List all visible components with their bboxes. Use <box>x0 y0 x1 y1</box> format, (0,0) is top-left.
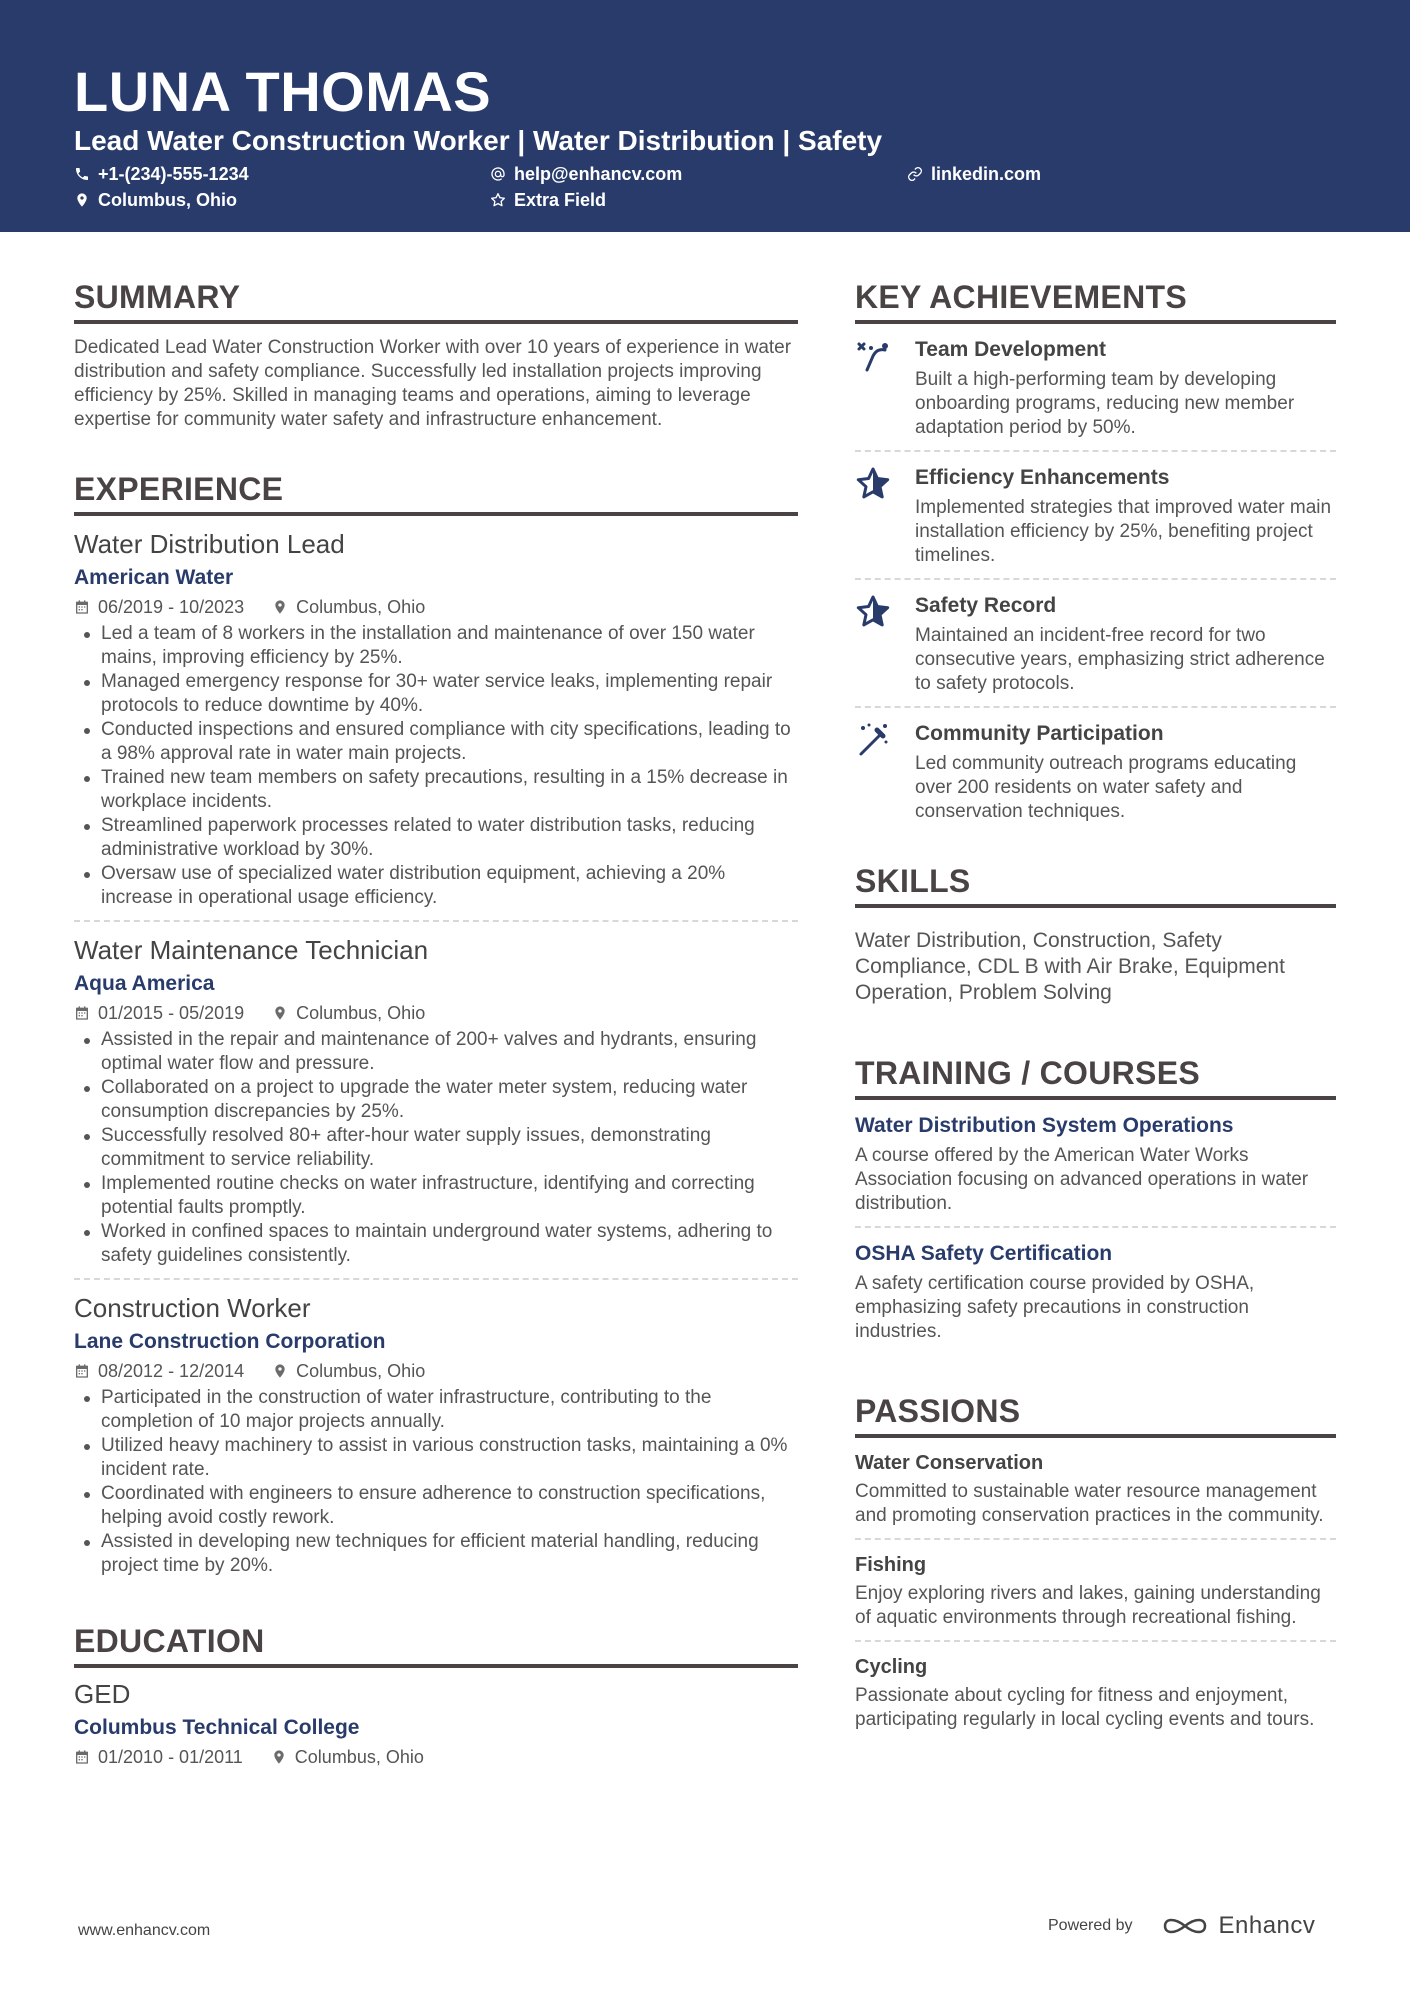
achievement-item <box>855 580 1336 708</box>
job-bullet: Led a team of 8 workers in the installation and maintenance of over 150 water mains, improving efficiency by 25%. <box>74 622 798 670</box>
company-name: Lane Construction Corporation <box>74 1330 386 1353</box>
footer-website[interactable]: www.enhancv.com <box>78 1922 211 1939</box>
achievement-desc: Maintained an incident-free record for two consecutive years, emphasizing strict adherence to safety protocols. <box>915 625 1325 694</box>
location-pin-icon <box>272 599 288 615</box>
location-pin-icon <box>272 1363 288 1379</box>
job-bullets <box>74 1386 798 1578</box>
experience-heading: EXPERIENCE <box>74 470 798 516</box>
contact-linkedin[interactable] <box>907 163 1041 185</box>
skills-section <box>855 862 1336 1006</box>
email-text: help@enhancv.com <box>514 164 683 184</box>
footer-branding <box>1048 1912 1315 1940</box>
training-title: Water Distribution System Operations <box>855 1114 1234 1137</box>
job-meta <box>74 1002 798 1024</box>
education-meta <box>74 1746 798 1768</box>
calendar-icon <box>74 1363 90 1379</box>
summary-heading: SUMMARY <box>74 278 798 324</box>
job-meta <box>74 596 798 618</box>
training-title: OSHA Safety Certification <box>855 1242 1113 1265</box>
passion-title: Fishing <box>855 1554 927 1576</box>
left-column <box>74 278 798 1768</box>
job-bullet: Implemented routine checks on water infrastructure, identifying and correcting potential faults promptly. <box>74 1172 798 1220</box>
company-name: American Water <box>74 566 234 589</box>
job-location-text: Columbus, Ohio <box>296 597 426 617</box>
job-bullet: Assisted in developing new techniques for efficient material handling, reducing project time by 20%. <box>74 1530 798 1578</box>
training-heading: TRAINING / COURSES <box>855 1054 1336 1100</box>
calendar-icon <box>74 599 90 615</box>
company-name: Aqua America <box>74 972 215 995</box>
achievement-title: Safety Record <box>915 594 1057 617</box>
team-icon <box>855 338 891 374</box>
job-bullet: Managed emergency response for 30+ water service leaks, implementing repair protocols to reduce downtime by 40%. <box>74 670 798 718</box>
right-column <box>855 278 1336 1742</box>
contact-extra <box>490 189 606 211</box>
job-location <box>272 1360 425 1382</box>
job-location-text: Columbus, Ohio <box>296 1361 426 1381</box>
contact-email[interactable] <box>490 163 682 185</box>
education-section <box>74 1622 798 1768</box>
passion-title: Water Conservation <box>855 1452 1044 1474</box>
magic-wand-icon <box>855 722 891 758</box>
enhancv-logo-icon <box>1161 1913 1209 1939</box>
enhancv-logo[interactable] <box>1161 1912 1316 1940</box>
job-bullet: Worked in confined spaces to maintain underground water systems, adhering to safety guidelines consistently. <box>74 1220 798 1268</box>
job-dates: 01/2015 - 05/2019 <box>98 1003 245 1023</box>
job-bullet: Streamlined paperwork processes related to water distribution tasks, reducing administrative workload by 30%. <box>74 814 798 862</box>
summary-text: Dedicated Lead Water Construction Worker with over 10 years of experience in water distribution and safety compliance. Successfully led installation projects improving efficiency by 25%. Skilled in managing teams and operations, aiming to leverage expertise for community water safety and infrastructure enhancement. <box>74 337 792 430</box>
achievement-desc: Built a high-performing team by developing onboarding programs, reducing new member adaptation period by 50%. <box>915 369 1295 438</box>
education-degree: GED <box>74 1679 131 1709</box>
training-desc: A safety certification course provided by OSHA, emphasizing safety precautions in construction industries. <box>855 1273 1255 1342</box>
achievement-desc: Implemented strategies that improved water main installation efficiency by 25%, benefiting project timelines. <box>915 497 1332 566</box>
education-heading: EDUCATION <box>74 1622 798 1668</box>
training-section <box>855 1054 1336 1354</box>
achievement-item <box>855 452 1336 580</box>
location-pin-icon <box>272 1005 288 1021</box>
job-bullet: Participated in the construction of water infrastructure, contributing to the completion of 10 major projects annually. <box>74 1386 798 1434</box>
skills-text: Water Distribution, Construction, Safety Compliance, CDL B with Air Brake, Equipment Operation, Problem Solving <box>855 929 1285 1004</box>
star-icon <box>855 594 891 630</box>
job-bullet: Successfully resolved 80+ after-hour water supply issues, demonstrating commitment to service reliability. <box>74 1124 798 1172</box>
job-entry <box>74 922 798 1280</box>
training-item <box>855 1228 1336 1354</box>
education-location-text: Columbus, Ohio <box>294 1747 424 1767</box>
candidate-name: LUNA THOMAS <box>74 60 492 123</box>
achievement-item <box>855 708 1336 834</box>
summary-section <box>74 278 798 432</box>
achievements-section <box>855 278 1336 834</box>
powered-by-text: Powered by <box>1048 1917 1133 1934</box>
job-dates: 08/2012 - 12/2014 <box>98 1361 245 1381</box>
passion-item <box>855 1438 1336 1540</box>
linkedin-text: linkedin.com <box>931 164 1042 184</box>
location-text: Columbus, Ohio <box>98 190 237 210</box>
job-bullet: Trained new team members on safety precautions, resulting in a 15% decrease in workplace incidents. <box>74 766 798 814</box>
resume-header <box>0 0 1410 232</box>
job-location <box>272 1002 425 1024</box>
job-bullet: Coordinated with engineers to ensure adherence to construction specifications, helping avoid costly rework. <box>74 1482 798 1530</box>
star-outline-icon <box>490 192 506 208</box>
passions-heading: PASSIONS <box>855 1392 1336 1438</box>
job-bullets <box>74 622 798 910</box>
job-location <box>272 596 425 618</box>
job-title: Water Maintenance Technician <box>74 935 429 965</box>
job-title: Water Distribution Lead <box>74 529 345 559</box>
achievement-desc: Led community outreach programs educating over 200 residents on water safety and conservation techniques. <box>915 753 1297 822</box>
achievement-title: Community Participation <box>915 722 1164 745</box>
job-title: Construction Worker <box>74 1293 311 1323</box>
passions-section <box>855 1392 1336 1742</box>
job-location-text: Columbus, Ohio <box>296 1003 426 1023</box>
contact-location <box>74 189 237 211</box>
job-entry <box>74 1280 798 1588</box>
job-bullet: Collaborated on a project to upgrade the water meter system, reducing water consumption discrepancies by 25%. <box>74 1076 798 1124</box>
passion-desc: Passionate about cycling for fitness and enjoyment, participating regularly in local cycling events and tours. <box>855 1685 1315 1730</box>
achievement-title: Team Development <box>915 338 1106 361</box>
training-desc: A course offered by the American Water Works Association focusing on advanced operations in water distribution. <box>855 1145 1309 1214</box>
achievement-item <box>855 324 1336 452</box>
job-meta <box>74 1360 798 1382</box>
job-bullet: Utilized heavy machinery to assist in various construction tasks, maintaining a 0% incident rate. <box>74 1434 798 1482</box>
at-icon <box>490 166 506 182</box>
school-name: Columbus Technical College <box>74 1716 360 1739</box>
link-icon <box>907 166 923 182</box>
achievements-heading: KEY ACHIEVEMENTS <box>855 278 1336 324</box>
job-bullet: Assisted in the repair and maintenance of 200+ valves and hydrants, ensuring optimal water flow and pressure. <box>74 1028 798 1076</box>
achievement-title: Efficiency Enhancements <box>915 466 1170 489</box>
phone-text: +1-(234)-555-1234 <box>98 164 249 184</box>
star-icon <box>855 466 891 502</box>
passion-desc: Committed to sustainable water resource management and promoting conservation practices in the community. <box>855 1481 1324 1526</box>
extra-text: Extra Field <box>514 190 607 210</box>
job-bullets <box>74 1028 798 1268</box>
passion-item <box>855 1540 1336 1642</box>
job-bullet: Oversaw use of specialized water distribution equipment, achieving a 20% increase in operational usage efficiency. <box>74 862 798 910</box>
passion-item <box>855 1642 1336 1742</box>
education-dates: 01/2010 - 01/2011 <box>98 1747 243 1767</box>
job-dates: 06/2019 - 10/2023 <box>98 597 245 617</box>
skills-heading: SKILLS <box>855 862 1336 908</box>
passion-title: Cycling <box>855 1656 928 1678</box>
location-pin-icon <box>74 192 90 208</box>
brand-name: Enhancv <box>1218 1912 1316 1939</box>
training-item <box>855 1100 1336 1228</box>
phone-icon <box>74 166 90 182</box>
education-location <box>271 1746 424 1768</box>
job-bullet: Conducted inspections and ensured compliance with city specifications, leading to a 98% approval rate in water main projects. <box>74 718 798 766</box>
experience-section <box>74 470 798 1588</box>
calendar-icon <box>74 1005 90 1021</box>
candidate-headline: Lead Water Construction Worker | Water Distribution | Safety <box>74 125 883 156</box>
passion-desc: Enjoy exploring rivers and lakes, gaining understanding of aquatic environments through recreational fishing. <box>855 1583 1321 1628</box>
calendar-icon <box>74 1749 90 1765</box>
job-entry <box>74 516 798 922</box>
contact-phone[interactable] <box>74 163 249 185</box>
location-pin-icon <box>271 1749 287 1765</box>
